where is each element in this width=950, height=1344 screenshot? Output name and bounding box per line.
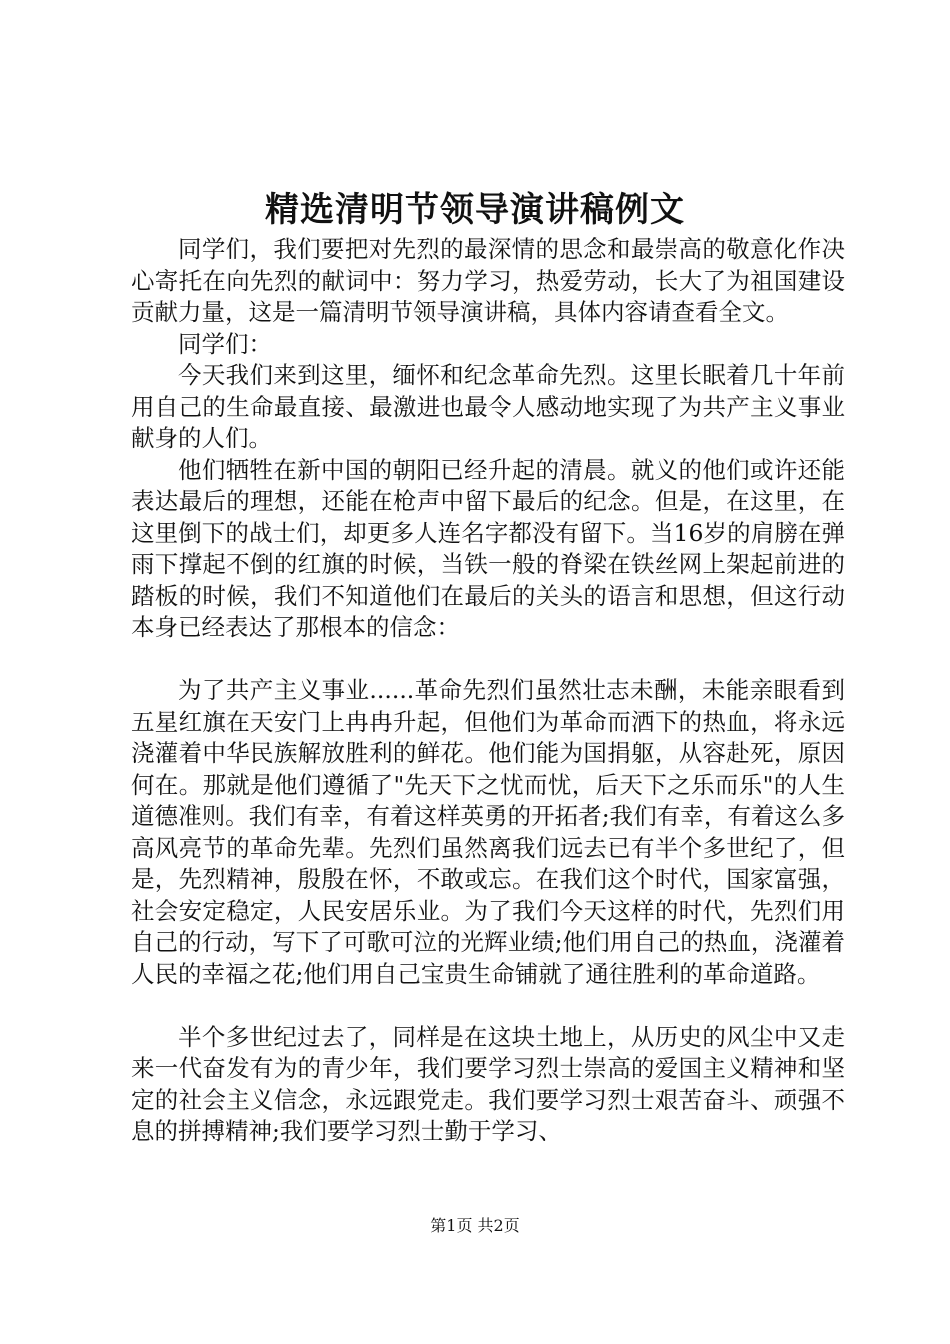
paragraph-today: 今天我们来到这里，缅怀和纪念革命先烈。这里长眠着几十年前用自己的生命最直接、最激进也最令人感动地实现了为共产主义事业献身的人们。	[131, 361, 845, 452]
paragraph-half-century: 半个多世纪过去了，同样是在这块土地上，从历史的风尘中又走来一代奋发有为的青少年，我们要学习烈士崇高的爱国主义精神和坚定的社会主义信念，永远跟党走。我们要学习烈士艰苦奋斗、顽强不息的拼搏精神;我们要学习烈士勤于学习、	[131, 1022, 845, 1145]
paragraph-cause: 为了共产主义事业......革命先烈们虽然壮志未酬，未能亲眼看到五星红旗在天安门上冉冉升起，但他们为革命而洒下的热血，将永远浇灌着中华民族解放胜利的鲜花。他们能为国捐躯，从容赴死，原因何在。那就是他们遵循了"先天下之忧而忧，后天下之乐而乐"的人生道德准则。我们有幸，有着这样英勇的开拓者;我们有幸，有着这么多高风亮节的革命先辈。先烈们虽然离我们远去已有半个多世纪了，但是，先烈精神，殷殷在怀，不敢或忘。在我们这个时代，国家富强，社会安定稳定，人民安居乐业。为了我们今天这样的时代，先烈们用自己的行动，写下了可歌可泣的光辉业绩;他们用自己的热血，浇灌着人民的幸福之花;他们用自己宝贵生命铺就了通往胜利的革命道路。	[131, 676, 845, 988]
document-title: 精选清明节领导演讲稿例文	[265, 190, 685, 230]
paragraph-intro: 同学们，我们要把对先烈的最深情的思念和最崇高的敬意化作决心寄托在向先烈的献词中：努力学习，热爱劳动，长大了为祖国建设贡献力量，这是一篇清明节领导演讲稿，具体内容请查看全文。	[131, 235, 845, 326]
paragraph-sacrifice: 他们牺牲在新中国的朝阳已经升起的清晨。就义的他们或许还能表达最后的理想，还能在枪声中留下最后的纪念。但是，在这里，在这里倒下的战士们，却更多人连名字都没有留下。当16岁的肩膀在弹雨下撑起不倒的红旗的时候，当铁一般的脊梁在铁丝网上架起前进的踏板的时候，我们不知道他们在最后的关头的语言和思想，但这行动本身已经表达了那根本的信念：	[131, 455, 845, 641]
page-footer: 第1页 共2页	[430, 1216, 520, 1235]
document-body	[131, 234, 845, 1148]
paragraph-salutation: 同学们：	[178, 329, 272, 358]
